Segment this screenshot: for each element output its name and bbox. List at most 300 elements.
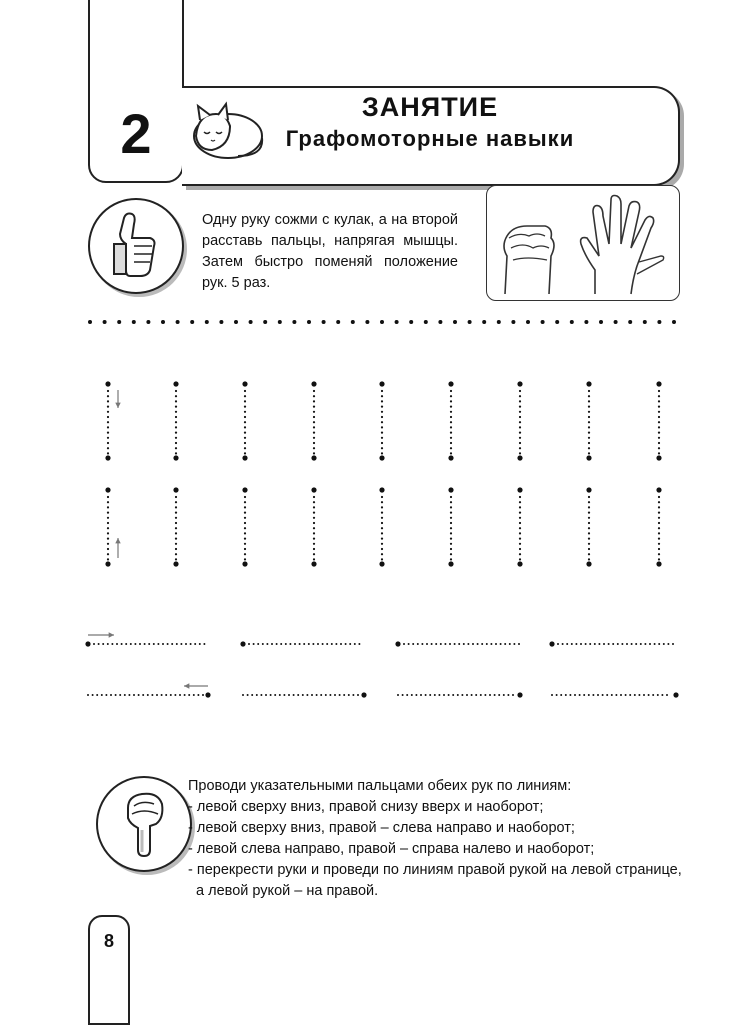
segment-dot	[615, 694, 617, 696]
segment-dot	[640, 643, 642, 645]
segment-dot	[472, 643, 474, 645]
segment-dot	[203, 643, 205, 645]
column-dot	[381, 416, 383, 418]
column-end-dot	[173, 381, 178, 386]
column-dot	[175, 406, 177, 408]
instruction-line: - перекрести руки и проведи по линиям правой рукой на левой странице,	[188, 862, 682, 878]
segment-dot	[571, 643, 573, 645]
segment-end-dot	[205, 692, 210, 697]
column-dot	[588, 437, 590, 439]
column-dot	[588, 527, 590, 529]
segment-dot	[343, 694, 345, 696]
separator-dot	[628, 320, 632, 324]
separator-dot	[482, 320, 486, 324]
segment-dot	[629, 694, 631, 696]
column-end-dot	[379, 381, 384, 386]
instruction-line: а левой рукой – на правой.	[188, 883, 379, 899]
column-dot	[244, 400, 246, 402]
segment-dot	[498, 694, 500, 696]
segment-dot	[661, 694, 663, 696]
segment-dot	[111, 643, 113, 645]
column-dot	[519, 437, 521, 439]
column-dot	[381, 548, 383, 550]
segment-dot	[167, 643, 169, 645]
column-dot	[450, 512, 452, 514]
column-dot	[313, 506, 315, 508]
segment-dot	[308, 643, 310, 645]
column-dot	[244, 548, 246, 550]
segment-dot	[621, 643, 623, 645]
dotted-separator	[88, 318, 678, 326]
page-number: 8	[103, 931, 114, 951]
column-end-dot	[517, 487, 522, 492]
arrow-up-icon	[115, 538, 120, 558]
tracing-exercise-area	[0, 360, 741, 720]
column-end-dot	[242, 455, 247, 460]
column-dot	[107, 432, 109, 434]
separator-dot	[103, 320, 107, 324]
column-dot	[244, 426, 246, 428]
column-dot	[658, 437, 660, 439]
segment-dot	[329, 694, 331, 696]
segment-dot	[426, 643, 428, 645]
column-dot	[519, 532, 521, 534]
column-dot	[381, 538, 383, 540]
segment-dot	[102, 643, 104, 645]
column-dot	[244, 447, 246, 449]
segment-dot	[107, 643, 109, 645]
column-dot	[381, 553, 383, 555]
separator-dot	[409, 320, 413, 324]
arrow-left-icon	[184, 683, 208, 688]
column-dot	[175, 558, 177, 560]
column-dot	[588, 501, 590, 503]
column-dot	[450, 517, 452, 519]
column-dot	[381, 411, 383, 413]
segment-dot	[434, 694, 436, 696]
separator-dot	[453, 320, 457, 324]
column-dot	[450, 538, 452, 540]
segment-dot	[299, 643, 301, 645]
segment-dot	[484, 694, 486, 696]
separator-dot	[190, 320, 194, 324]
column-dot	[313, 400, 315, 402]
column-dot	[450, 553, 452, 555]
instruction-line: - левой сверху вниз, правой снизу вверх и наоборот;	[188, 799, 544, 815]
column-end-dot	[242, 381, 247, 386]
column-dot	[313, 406, 315, 408]
segment-dot	[565, 694, 567, 696]
column-dot	[175, 548, 177, 550]
segment-dot	[403, 643, 405, 645]
column-dot	[107, 522, 109, 524]
segment-dot	[124, 694, 126, 696]
column-dot	[313, 411, 315, 413]
column-dot	[107, 400, 109, 402]
column-dot	[450, 447, 452, 449]
segment-dot	[279, 694, 281, 696]
segment-dot	[248, 643, 250, 645]
column-dot	[658, 553, 660, 555]
column-end-dot	[656, 561, 661, 566]
separator-dot	[146, 320, 150, 324]
column-end-dot	[586, 455, 591, 460]
separator-dot	[234, 320, 238, 324]
column-dot	[450, 527, 452, 529]
column-dot	[450, 426, 452, 428]
column-dot	[658, 548, 660, 550]
segment-dot	[339, 694, 341, 696]
segment-dot	[285, 643, 287, 645]
column-dot	[107, 421, 109, 423]
segment-dot	[620, 694, 622, 696]
column-dot	[313, 553, 315, 555]
column-dot	[519, 390, 521, 392]
segment-dot	[115, 694, 117, 696]
instruction-line: Проводи указательными пальцами обеих рук по линиям:	[188, 778, 572, 794]
separator-dot	[351, 320, 355, 324]
column-dot	[175, 496, 177, 498]
column-dot	[244, 390, 246, 392]
segment-end-dot	[240, 641, 245, 646]
column-dot	[244, 496, 246, 498]
column-dot	[175, 442, 177, 444]
column-dot	[313, 512, 315, 514]
column-dot	[658, 558, 660, 560]
column-dot	[107, 532, 109, 534]
segment-dot	[306, 694, 308, 696]
segment-dot	[349, 643, 351, 645]
segment-dot	[557, 643, 559, 645]
column-end-dot	[586, 561, 591, 566]
column-dot	[658, 532, 660, 534]
column-dot	[658, 416, 660, 418]
segment-dot	[429, 694, 431, 696]
separator-dot	[161, 320, 165, 324]
column-end-dot	[656, 487, 661, 492]
column-dot	[175, 527, 177, 529]
lesson-number: 2	[120, 102, 152, 165]
segment-dot	[435, 643, 437, 645]
column-dot	[519, 548, 521, 550]
segment-dot	[420, 694, 422, 696]
segment-dot	[575, 643, 577, 645]
column-dot	[519, 501, 521, 503]
column-dot	[588, 432, 590, 434]
segment-dot	[260, 694, 262, 696]
segment-dot	[489, 694, 491, 696]
column-dot	[519, 406, 521, 408]
segment-dot	[288, 694, 290, 696]
column-dot	[381, 532, 383, 534]
column-dot	[175, 421, 177, 423]
column-dot	[175, 395, 177, 397]
column-dot	[658, 426, 660, 428]
segment-dot	[463, 643, 465, 645]
column-dot	[107, 553, 109, 555]
segment-dot	[242, 694, 244, 696]
column-dot	[588, 406, 590, 408]
segment-dot	[592, 694, 594, 696]
segment-dot	[672, 643, 674, 645]
column-dot	[313, 432, 315, 434]
segment-dot	[92, 694, 94, 696]
column-dot	[588, 416, 590, 418]
column-dot	[658, 390, 660, 392]
separator-dot	[132, 320, 136, 324]
segment-dot	[161, 694, 163, 696]
segment-dot	[458, 643, 460, 645]
column-end-dot	[517, 381, 522, 386]
segment-dot	[667, 643, 669, 645]
segment-dot	[199, 643, 201, 645]
column-dot	[658, 527, 660, 529]
segment-dot	[280, 643, 282, 645]
segment-dot	[417, 643, 419, 645]
segment-dot	[486, 643, 488, 645]
segment-dot	[461, 694, 463, 696]
column-dot	[313, 501, 315, 503]
segment-dot	[345, 643, 347, 645]
segment-dot	[335, 643, 337, 645]
column-dot	[175, 506, 177, 508]
column-dot	[519, 543, 521, 545]
segment-dot	[142, 694, 144, 696]
segment-dot	[116, 643, 118, 645]
column-dot	[450, 522, 452, 524]
column-dot	[107, 390, 109, 392]
segment-dot	[147, 694, 149, 696]
separator-dot	[263, 320, 267, 324]
column-dot	[107, 452, 109, 454]
column-dot	[381, 442, 383, 444]
segment-dot	[119, 694, 121, 696]
segment-dot	[139, 643, 141, 645]
segment-dot	[322, 643, 324, 645]
separator-dot	[541, 320, 545, 324]
segment-dot	[440, 643, 442, 645]
segment-dot	[606, 694, 608, 696]
separator-dot	[643, 320, 647, 324]
segment-dot	[574, 694, 576, 696]
column-dot	[519, 416, 521, 418]
column-dot	[244, 522, 246, 524]
separator-dot	[176, 320, 180, 324]
fist-and-open-hand-illustration	[486, 185, 680, 301]
separator-dot	[672, 320, 676, 324]
column-dot	[519, 538, 521, 540]
segment-dot	[274, 694, 276, 696]
column-end-dot	[242, 487, 247, 492]
column-end-dot	[517, 455, 522, 460]
column-dot	[658, 400, 660, 402]
column-dot	[381, 395, 383, 397]
fist-and-open-hand-icon	[487, 186, 681, 302]
segment-dot	[193, 694, 195, 696]
segment-dot	[270, 694, 272, 696]
column-dot	[450, 406, 452, 408]
column-dot	[175, 501, 177, 503]
segment-dot	[411, 694, 413, 696]
column-dot	[244, 406, 246, 408]
segment-dot	[648, 694, 650, 696]
column-dot	[658, 411, 660, 413]
column-dot	[658, 517, 660, 519]
segment-dot	[165, 694, 167, 696]
column-dot	[175, 390, 177, 392]
segment-dot	[663, 643, 665, 645]
segment-dot	[635, 643, 637, 645]
column-dot	[450, 558, 452, 560]
segment-dot	[594, 643, 596, 645]
column-dot	[313, 538, 315, 540]
segment-dot	[585, 643, 587, 645]
column-dot	[175, 432, 177, 434]
segment-dot	[597, 694, 599, 696]
segment-dot	[202, 694, 204, 696]
column-dot	[519, 421, 521, 423]
column-dot	[313, 527, 315, 529]
column-end-dot	[448, 381, 453, 386]
column-dot	[313, 442, 315, 444]
column-dot	[658, 538, 660, 540]
segment-dot	[93, 643, 95, 645]
column-dot	[519, 496, 521, 498]
column-dot	[519, 512, 521, 514]
column-dot	[588, 543, 590, 545]
segment-dot	[402, 694, 404, 696]
segment-dot	[556, 694, 558, 696]
column-dot	[381, 426, 383, 428]
column-dot	[313, 421, 315, 423]
segment-dot	[133, 694, 135, 696]
column-end-dot	[105, 455, 110, 460]
column-dot	[381, 390, 383, 392]
column-dot	[450, 421, 452, 423]
column-dot	[313, 426, 315, 428]
column-dot	[244, 532, 246, 534]
column-dot	[519, 527, 521, 529]
segment-dot	[612, 643, 614, 645]
column-dot	[588, 400, 590, 402]
column-dot	[244, 553, 246, 555]
segment-dot	[448, 694, 450, 696]
column-dot	[450, 501, 452, 503]
segment-dot	[471, 694, 473, 696]
segment-dot	[425, 694, 427, 696]
column-end-dot	[448, 455, 453, 460]
segment-dot	[457, 694, 459, 696]
segment-dot	[666, 694, 668, 696]
segment-dot	[153, 643, 155, 645]
exercise2-icon-circle	[96, 776, 192, 872]
segment-dot	[262, 643, 264, 645]
column-end-dot	[105, 487, 110, 492]
column-dot	[244, 395, 246, 397]
column-dot	[175, 553, 177, 555]
segment-dot	[303, 643, 305, 645]
separator-dot	[278, 320, 282, 324]
segment-end-dot	[549, 641, 554, 646]
segment-dot	[251, 694, 253, 696]
column-dot	[107, 506, 109, 508]
segment-dot	[644, 643, 646, 645]
segment-dot	[579, 694, 581, 696]
column-dot	[244, 517, 246, 519]
segment-dot	[157, 643, 159, 645]
segment-end-dot	[517, 692, 522, 697]
segment-dot	[125, 643, 127, 645]
segment-dot	[256, 694, 258, 696]
column-dot	[381, 517, 383, 519]
segment-dot	[467, 643, 469, 645]
column-dot	[244, 416, 246, 418]
column-dot	[519, 558, 521, 560]
segment-dot	[247, 694, 249, 696]
column-dot	[519, 442, 521, 444]
column-dot	[107, 501, 109, 503]
column-dot	[175, 532, 177, 534]
separator-dot	[380, 320, 384, 324]
segment-dot	[98, 643, 100, 645]
segment-dot	[105, 694, 107, 696]
instruction-line: - левой слева направо, правой – справа налево и наоборот;	[188, 841, 595, 857]
column-dot	[313, 447, 315, 449]
segment-dot	[326, 643, 328, 645]
segment-dot	[631, 643, 633, 645]
segment-dot	[354, 643, 356, 645]
column-dot	[381, 447, 383, 449]
column-dot	[450, 390, 452, 392]
column-dot	[107, 496, 109, 498]
segment-dot	[289, 643, 291, 645]
column-dot	[588, 421, 590, 423]
segment-dot	[454, 643, 456, 645]
segment-dot	[480, 694, 482, 696]
column-dot	[519, 447, 521, 449]
column-end-dot	[311, 487, 316, 492]
segment-dot	[551, 694, 553, 696]
segment-dot	[466, 694, 468, 696]
column-end-dot	[656, 381, 661, 386]
separator-dot	[438, 320, 442, 324]
segment-dot	[490, 643, 492, 645]
thumbs-up-hand-icon	[90, 200, 182, 292]
segment-dot	[583, 694, 585, 696]
sleeping-cat-icon	[186, 100, 266, 162]
column-dot	[244, 421, 246, 423]
segment-dot	[144, 643, 146, 645]
column-dot	[313, 416, 315, 418]
column-dot	[588, 548, 590, 550]
column-dot	[175, 400, 177, 402]
separator-dot	[424, 320, 428, 324]
segment-dot	[438, 694, 440, 696]
column-dot	[107, 411, 109, 413]
lesson-subheading: Графомоторные навыки	[285, 126, 575, 151]
column-dot	[175, 426, 177, 428]
column-dot	[244, 506, 246, 508]
segment-dot	[334, 694, 336, 696]
column-dot	[381, 512, 383, 514]
segment-end-dot	[395, 641, 400, 646]
separator-dot	[584, 320, 588, 324]
column-dot	[313, 522, 315, 524]
column-end-dot	[311, 381, 316, 386]
segment-dot	[180, 643, 182, 645]
column-dot	[450, 411, 452, 413]
column-dot	[381, 406, 383, 408]
